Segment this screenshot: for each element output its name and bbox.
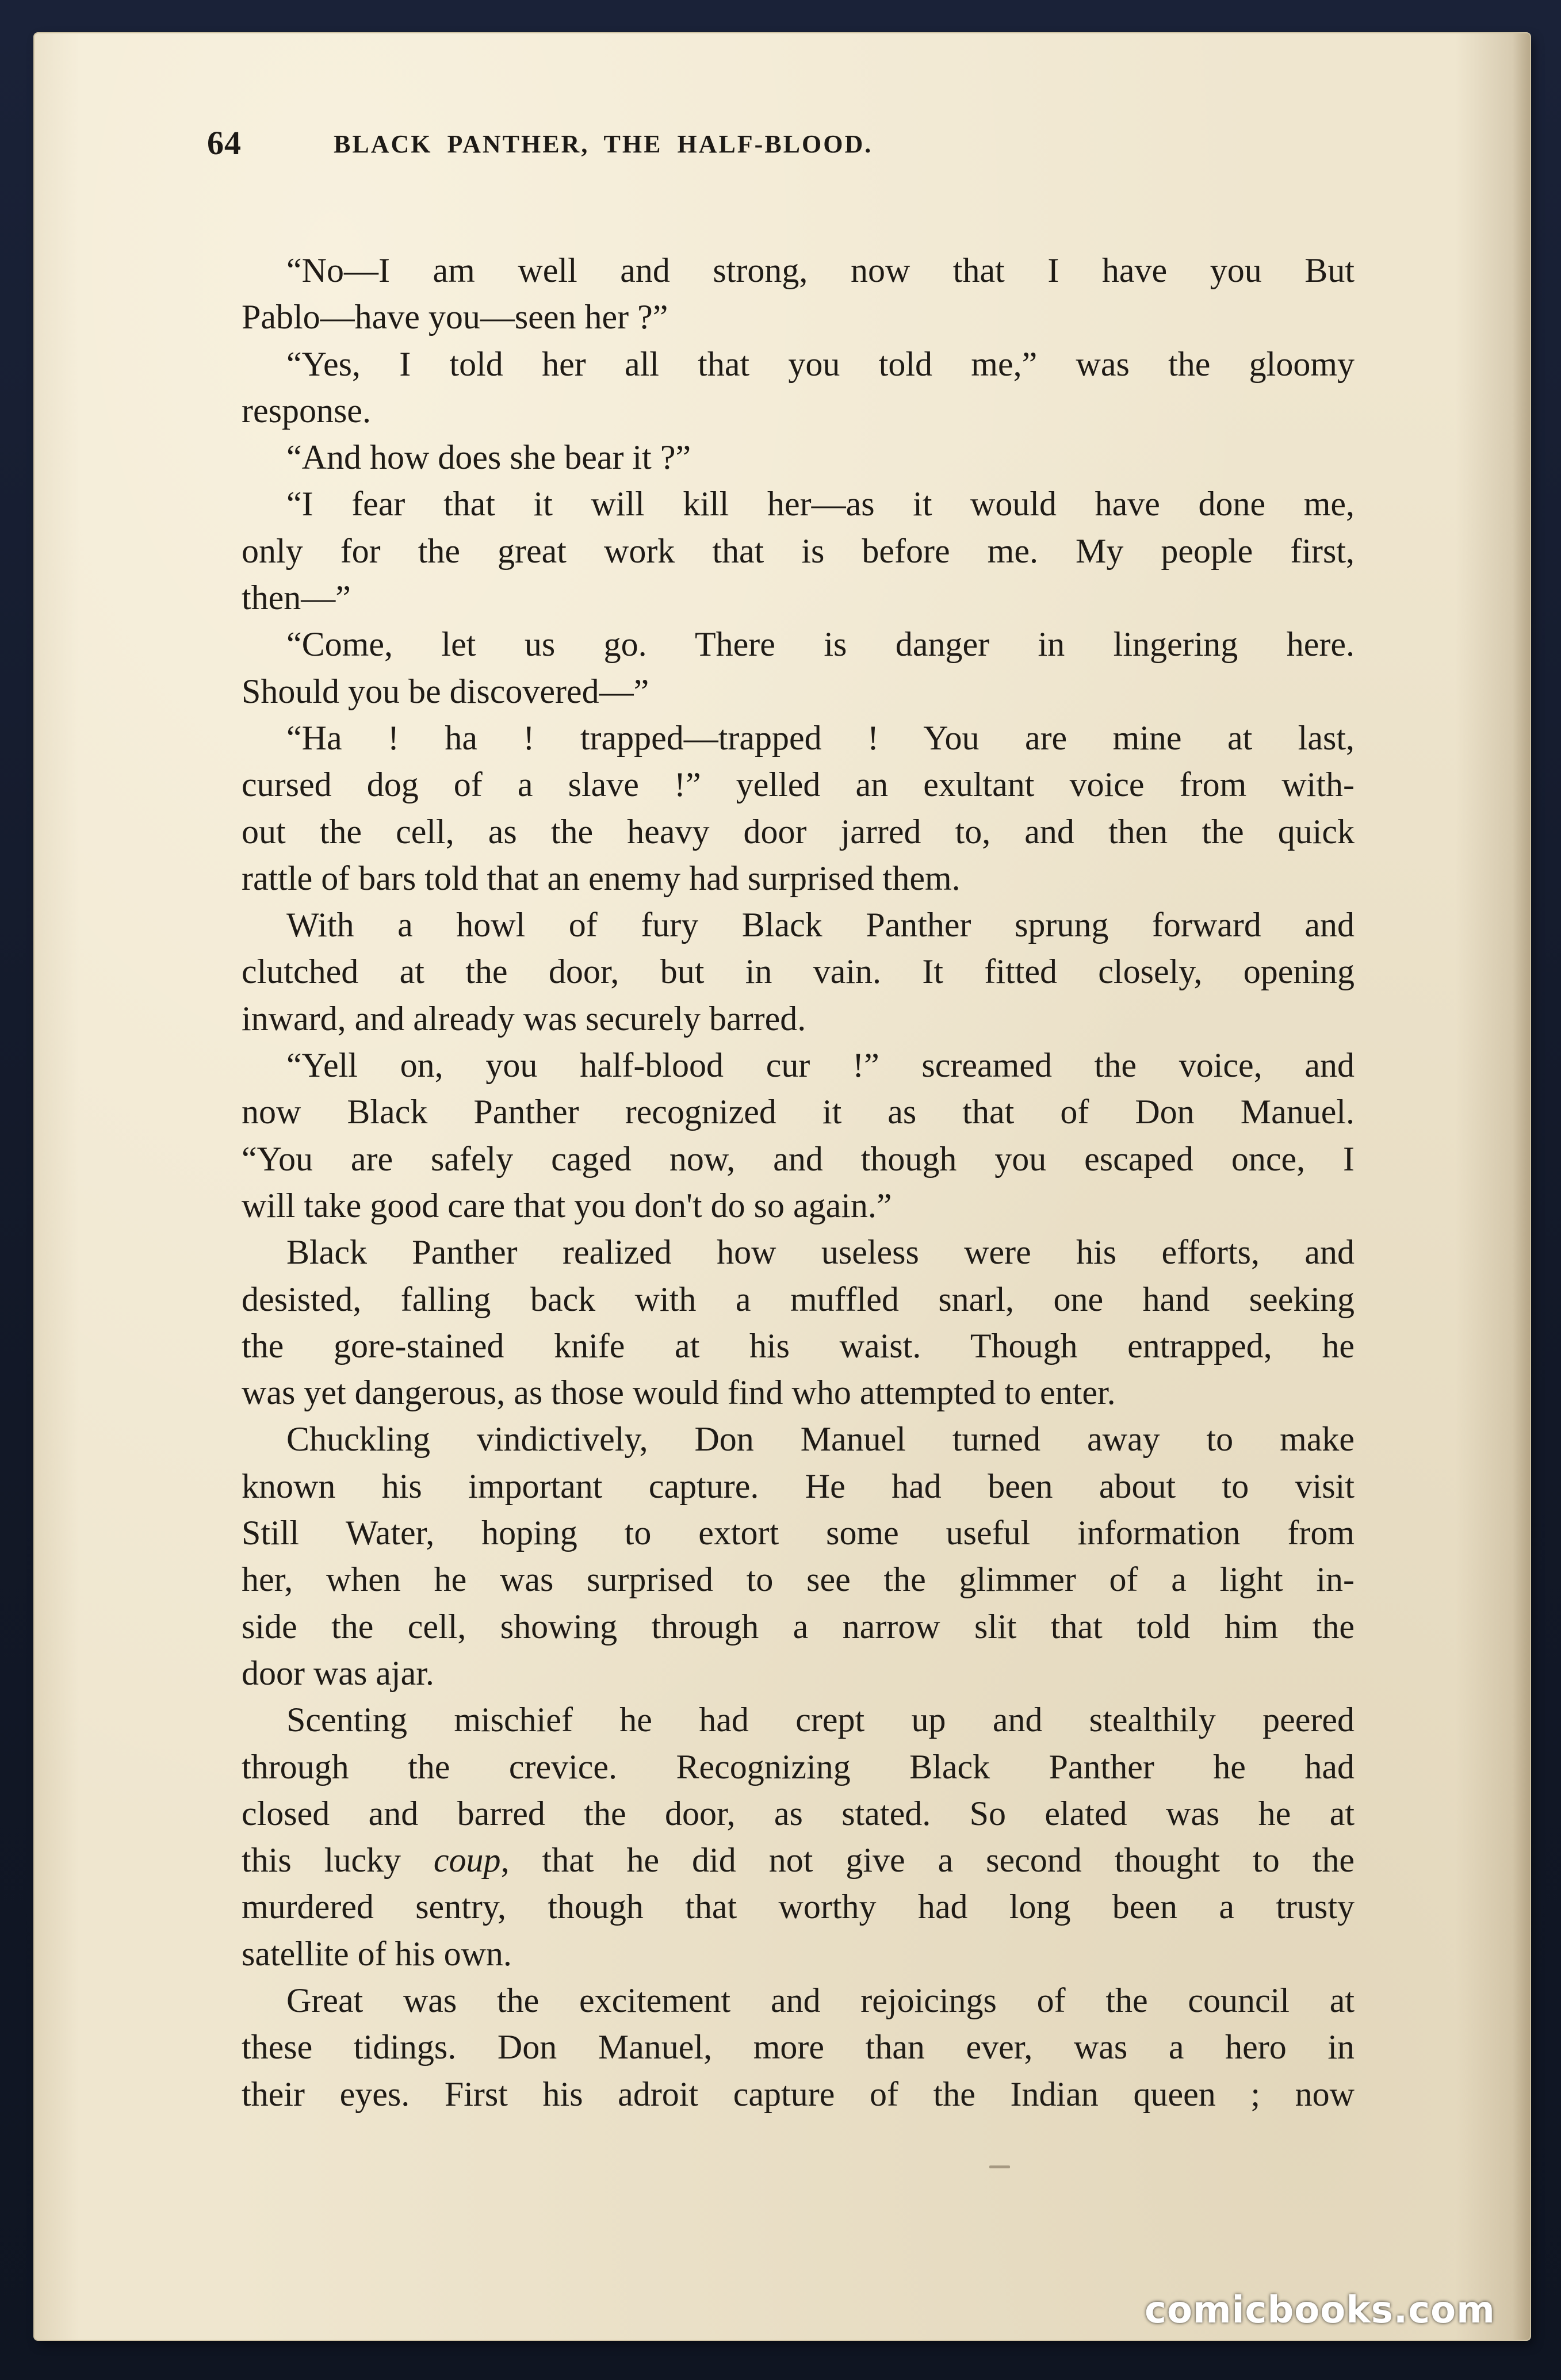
text-line: “Ha ! ha ! trapped—trapped ! You are mine at last, [286,718,1355,757]
text-line: “I fear that it will kill her—as it would have done me, [286,485,1355,523]
text-line: clutched at the door, but in vain. It fitted closely, opening [242,952,1355,991]
text-line: cursed dog of a slave !” yelled an exultant voice from with- [242,766,1355,804]
bottom-printer-mark [989,2165,1010,2168]
text-line: then—” [242,579,351,617]
text-line: Chuckling vindictively, Don Manuel turned away to make [286,1420,1355,1459]
text-line: Should you be discovered—” [242,672,649,710]
text-line: the gore-stained knife at his waist. Though entrapped, he [242,1326,1355,1365]
text-line: Scenting mischief he had crept up and stealthily peered [286,1701,1355,1739]
text-line: will take good care that you don't do so again.” [242,1186,892,1225]
text-line: “Yes, I told her all that you told me,” was the gloomy [286,345,1355,383]
text-line: “No—I am well and strong, now that I have you But [286,251,1355,289]
text-line: through the crevice. Recognizing Black Panther he had [242,1747,1355,1786]
text-line: was yet dangerous, as those would find who attempted to enter. [242,1373,1116,1412]
text-line: this lucky coup, that he did not give a second thought to the [242,1841,1355,1880]
text-line: Great was the excitement and rejoicings of the council at [286,1981,1355,2019]
text-line: closed and barred the door, as stated. So elated was he at [242,1794,1355,1832]
text-line: “You are safely caged now, and though you escaped once, I [242,1139,1355,1178]
body-text [242,247,1355,2118]
watermark: comicbooks.com [1145,2289,1495,2332]
text-line: only for the great work that is before me. My people first, [242,531,1355,570]
text-line: her, when he was surprised to see the glimmer of a light in- [242,1560,1355,1599]
italic-word: coup [433,1841,501,1880]
text-line: door was ajar. [242,1654,434,1692]
text-line: “Yell on, you half-blood cur !” screamed the voice, and [286,1046,1355,1085]
text-line: out the cell, as the heavy door jarred to, and then the quick [242,812,1355,851]
text-line: Black Panther realized how useless were his efforts, and [286,1233,1355,1272]
text-line: response. [242,391,371,430]
text-line: murdered sentry, though that worthy had long been a trusty [242,1888,1355,1926]
page-number: 64 [207,124,242,162]
text-line: desisted, falling back with a muffled snarl, one hand seeking [242,1280,1355,1318]
text-line: satellite of his own. [242,1934,512,1973]
text-line: inward, and already was securely barred. [242,999,806,1038]
text-line: “And how does she bear it ?” [286,438,691,477]
text-line: “Come, let us go. There is danger in lingering here. [286,625,1355,664]
text-line: now Black Panther recognized it as that of Don Manuel. [242,1093,1355,1131]
text-line: these tidings. Don Manuel, more than ever, was a hero in [242,2028,1355,2067]
text-line: side the cell, showing through a narrow slit that told him the [242,1607,1355,1646]
text-line: Pablo—have you—seen her ?” [242,298,668,336]
text-line: known his important capture. He had been about to visit [242,1467,1355,1505]
text-line: Still Water, hoping to extort some useful information from [242,1514,1355,1552]
running-title: BLACK PANTHER, THE HALF-BLOOD. [334,130,873,158]
page-edge-shadow [1513,33,1530,2340]
text-line: rattle of bars told that an enemy had surprised them. [242,859,961,897]
text-line: With a howl of fury Black Panther sprung forward and [286,906,1355,944]
text-line: their eyes. First his adroit capture of the Indian queen ; now [242,2075,1355,2113]
running-head [207,124,1357,175]
